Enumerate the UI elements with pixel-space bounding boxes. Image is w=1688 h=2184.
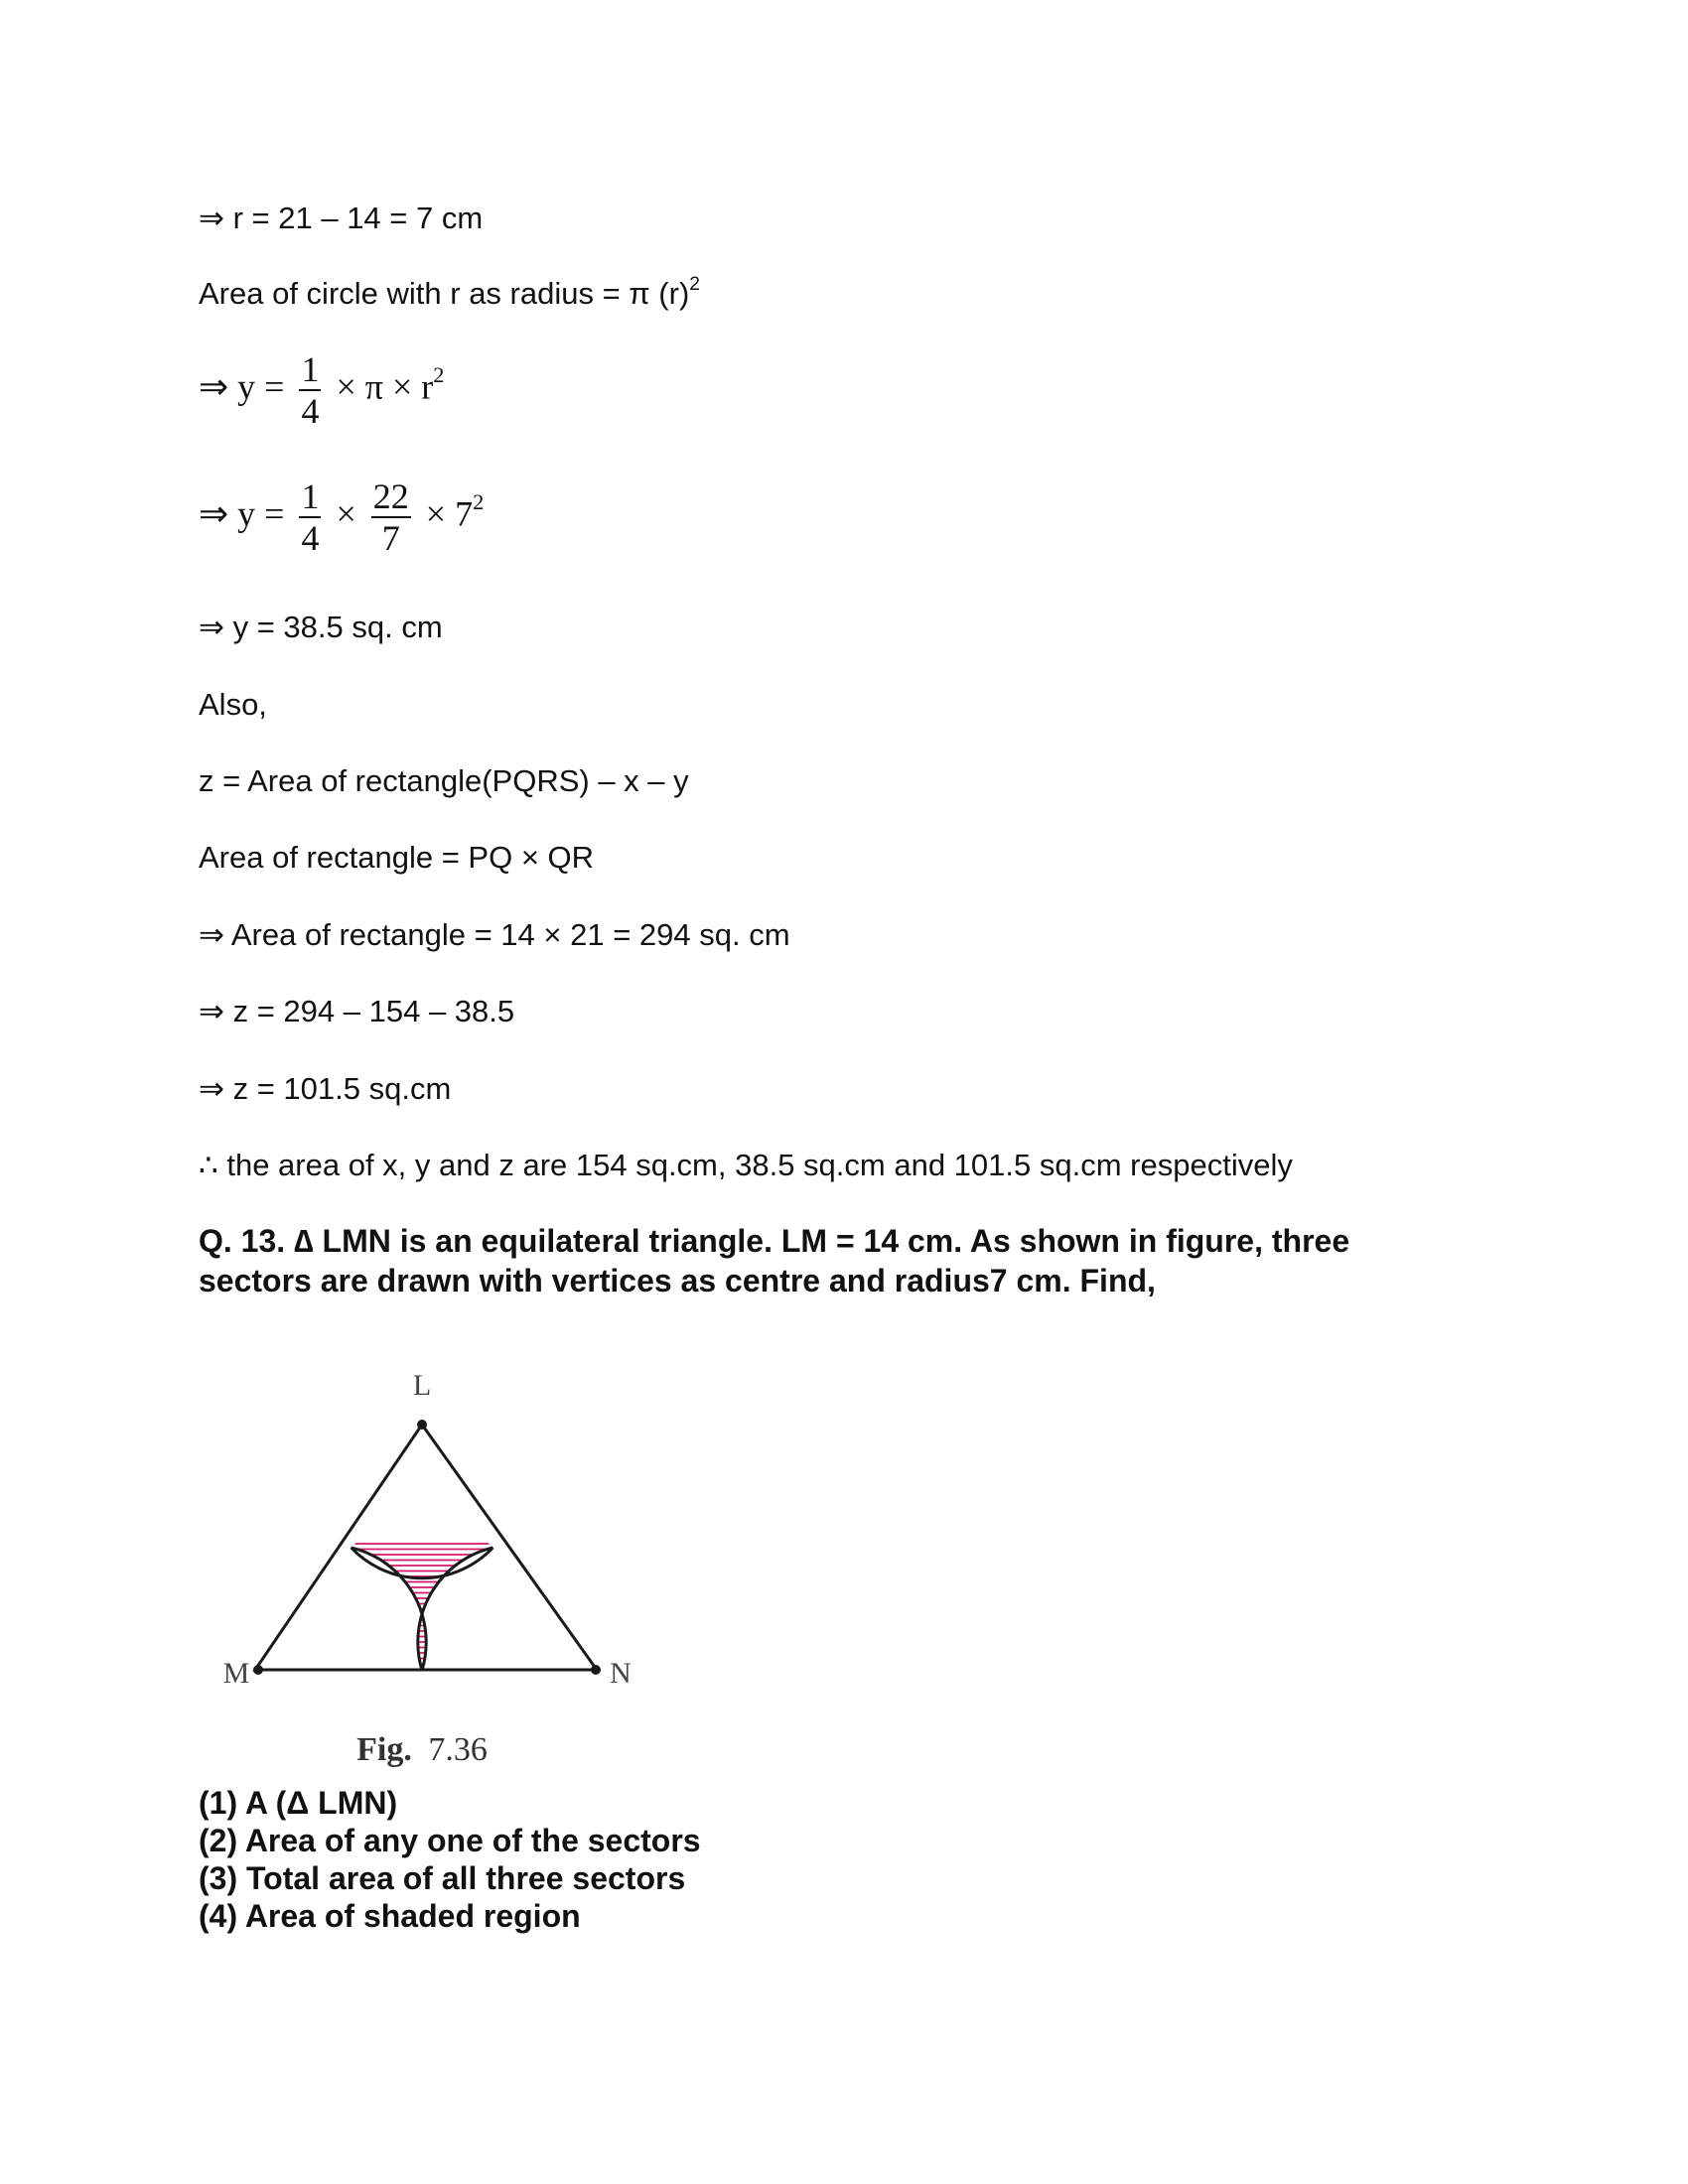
denominator: 7 [371,516,411,558]
question-line-2: sectors are drawn with vertices as centre and radius7 cm. Find, [199,1263,1156,1298]
fraction-pi [371,477,411,558]
vertex-l-dot [417,1420,427,1430]
formula-rest: × π × r [336,366,434,407]
figure-equilateral-triangle [209,1345,665,1782]
exponent: 2 [473,488,485,514]
vertex-m-dot [253,1665,263,1675]
step-y-result: ⇒ y = 38.5 sq. cm [199,610,443,644]
formula-rest: × 7 [425,493,474,534]
shaded-region [338,1544,506,1670]
fraction-one-quarter [299,349,321,431]
hatch-lines [338,1544,506,1670]
question-line-1: Q. 13. ∆ LMN is an equilateral triangle. LM = 14 cm. As shown in figure, three [199,1223,1350,1259]
caption-bold: Fig. [356,1731,412,1768]
vertex-n-dot [591,1665,601,1675]
step-r-value: ⇒ r = 21 – 14 = 7 cm [199,201,484,235]
formula-y-substituted [199,477,484,558]
part-4: (4) Area of shaded region [199,1898,581,1934]
denominator: 4 [301,518,320,558]
numerator: 1 [301,349,320,389]
step-z-definition: z = Area of rectangle(PQRS) – x – y [199,763,689,798]
step-z-substitution: ⇒ z = 294 – 154 – 38.5 [199,994,515,1028]
figure-caption [356,1731,488,1768]
step-also: Also, [199,687,267,722]
step-rectangle-area: Area of rectangle = PQ × QR [199,840,595,875]
fraction-one-quarter [299,477,321,558]
part-1: (1) A (Δ LMN) [199,1785,398,1821]
label-m: M [222,1657,250,1690]
sector-arc-l [352,1548,493,1578]
step-rectangle-value: ⇒ Area of rectangle = 14 × 21 = 294 sq. cm [199,917,790,952]
denominator: 4 [301,391,320,431]
caption-number: 7.36 [428,1731,488,1768]
label-l: L [412,1369,432,1402]
numerator: 22 [372,477,409,516]
circle-area-text: Area of circle with r as radius = π (r) [199,276,690,311]
part-2: (2) Area of any one of the sectors [199,1823,701,1858]
question-13 [199,1221,1489,1300]
label-n: N [610,1657,632,1690]
step-circle-area [199,274,700,314]
numerator: 1 [301,477,320,516]
times-sign: × [336,493,356,534]
step-conclusion: ∴ the area of x, y and z are 154 sq.cm, 38.5 sq.cm and 101.5 sq.cm respectively [199,1148,1293,1182]
formula-prefix: ⇒ y = [199,493,285,534]
formula-prefix: ⇒ y = [199,366,285,407]
exponent: 2 [689,273,700,295]
step-z-result: ⇒ z = 101.5 sq.cm [199,1071,452,1106]
part-3: (3) Total area of all three sectors [199,1860,686,1896]
formula-y-quarter-circle [199,349,444,431]
question-parts [199,1784,701,1935]
exponent: 2 [433,361,445,387]
